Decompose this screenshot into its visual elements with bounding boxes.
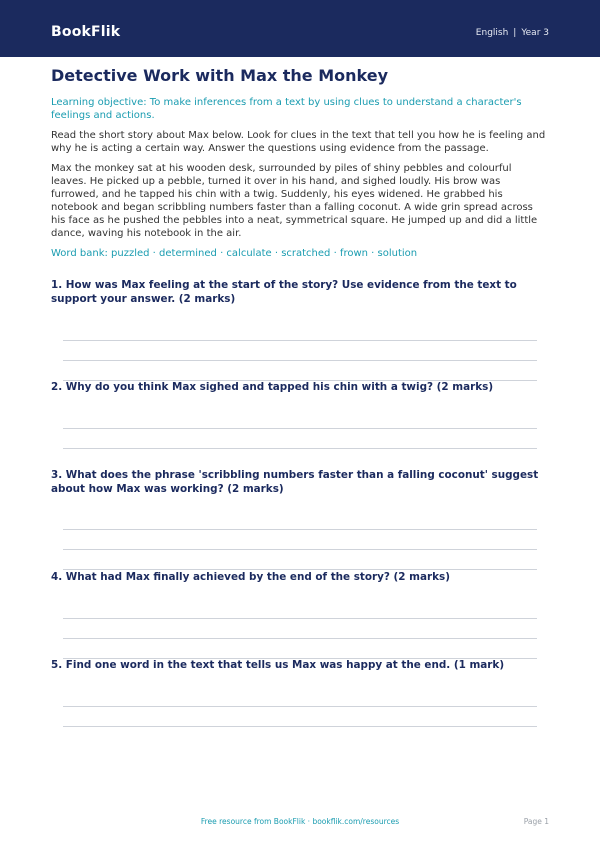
answer-line[interactable] xyxy=(63,706,537,707)
page-number: Page 1 xyxy=(523,817,549,826)
worksheet-title: Detective Work with Max the Monkey xyxy=(51,66,389,85)
question-text: 1. How was Max feeling at the start of the story? Use evidence from the text to support your answer. (2 marks) xyxy=(51,279,517,305)
learning-objective: Learning objective: To make inferences from a text by using clues to understand a character's feelings and actions. xyxy=(51,97,522,121)
answer-line[interactable] xyxy=(63,340,537,341)
answer-line[interactable] xyxy=(63,638,537,639)
instructions-text: Read the short story about Max below. Look for clues in the text that tell you how he is feeling and why he is acting a certain way. Answer the questions using evidence from the passage. xyxy=(51,130,546,154)
footer-source-link[interactable]: Free resource from BookFlik · bookflik.com/resources xyxy=(200,817,400,826)
header-meta xyxy=(476,26,549,40)
answer-line[interactable] xyxy=(63,360,537,361)
answer-line[interactable] xyxy=(63,549,537,550)
brand-logo-text: BookFlik xyxy=(51,24,121,40)
question-block-1 xyxy=(51,278,549,381)
answer-lines[interactable] xyxy=(63,618,537,659)
question-text: 3. What does the phrase 'scribbling numbers faster than a falling coconut' suggest about how Max was working? (2 marks) xyxy=(51,469,539,495)
question-block-4 xyxy=(51,570,549,659)
story-passage: Max the monkey sat at his wooden desk, surrounded by piles of shiny pebbles and colourful leaves. He picked up a pebble, turned it over in his hand, and sighed loudly. His brow was furrowed, and he tapped his chin with a twig. Suddenly, his eyes widened. He grabbed his notebook and began scribbling numbers faster than a falling coconut. A wide grin spread across his face as he pushed the pebbles into a neat, symmetrical square. He jumped up and did a little dance, waving his notebook in the air. xyxy=(51,163,538,239)
answer-line[interactable] xyxy=(63,428,537,429)
header-bar xyxy=(0,0,600,57)
answer-line[interactable] xyxy=(63,529,537,530)
subject-label: English xyxy=(475,28,509,38)
question-text: 2. Why do you think Max sighed and tapped his chin with a twig? (2 marks) xyxy=(51,381,494,393)
question-block-3 xyxy=(51,468,549,570)
answer-lines[interactable] xyxy=(63,428,537,449)
answer-lines[interactable] xyxy=(63,529,537,570)
question-text: 5. Find one word in the text that tells us Max was happy at the end. (1 mark) xyxy=(51,659,505,671)
worksheet-intro xyxy=(51,65,549,260)
question-text: 4. What had Max finally achieved by the end of the story? (2 marks) xyxy=(51,571,450,583)
question-block-2 xyxy=(51,380,549,449)
answer-line[interactable] xyxy=(63,448,537,449)
answer-line[interactable] xyxy=(63,618,537,619)
answer-line[interactable] xyxy=(63,726,537,727)
year-label: Year 3 xyxy=(521,28,549,38)
header-separator: | xyxy=(513,28,517,38)
answer-lines[interactable] xyxy=(63,340,537,381)
question-block-5 xyxy=(51,658,549,727)
word-bank: Word bank: puzzled · determined · calculate · scratched · frown · solution xyxy=(51,248,418,259)
answer-lines[interactable] xyxy=(63,706,537,727)
